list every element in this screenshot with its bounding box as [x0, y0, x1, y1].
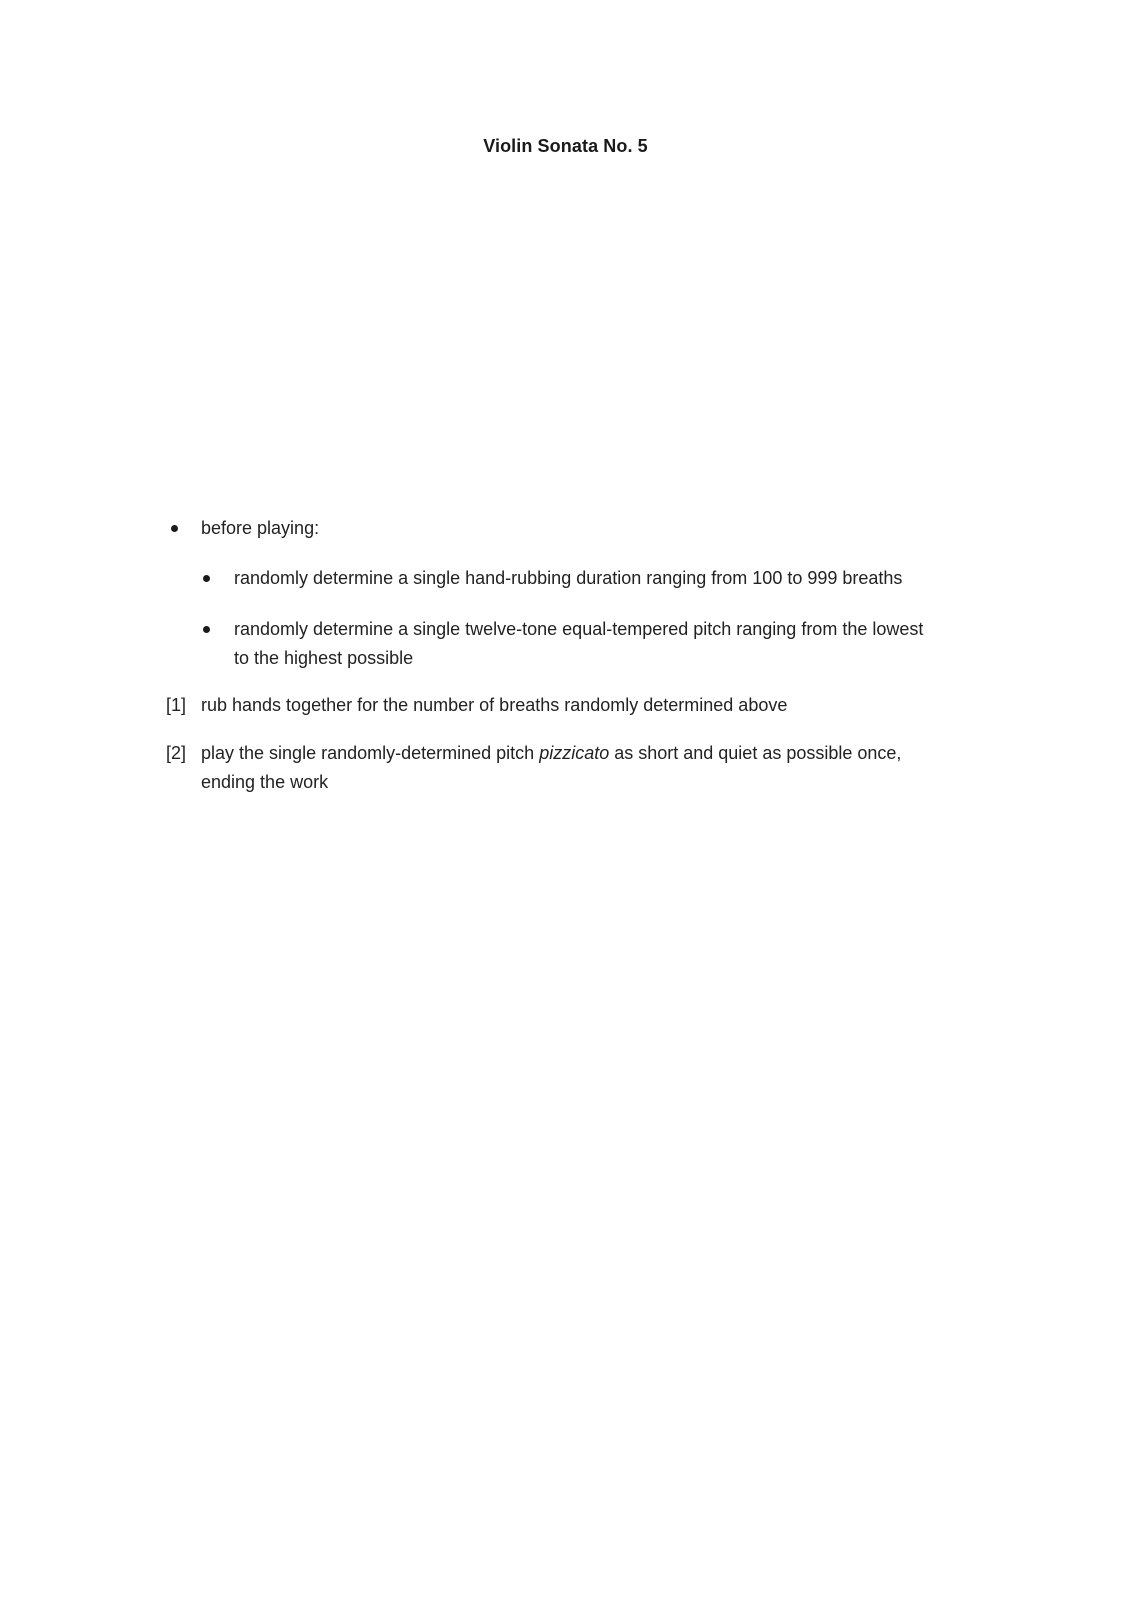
pitch-instruction-line2: to the highest possible — [234, 648, 414, 668]
duration-instruction: randomly determine a single hand-rubbing duration ranging from 100 to 999 breaths — [234, 568, 903, 588]
step-text-before: play the single randomly-determined pitch — [201, 743, 540, 763]
step-item-1 — [166, 691, 986, 721]
pitch-instruction-line1: randomly determine a single twelve-tone equal-tempered pitch ranging from the lowest — [234, 619, 924, 639]
step-text: rub hands together for the number of breaths randomly determined above — [201, 695, 788, 715]
list-item-before-playing — [168, 514, 968, 544]
step-item-2 — [166, 739, 986, 799]
bullet-icon — [203, 575, 210, 582]
bullet-icon — [171, 525, 178, 532]
step-text-after: as short and quiet as possible once, — [609, 743, 902, 763]
document-title: Violin Sonata No. 5 — [483, 136, 648, 156]
sub-list-item-pitch — [200, 615, 1000, 675]
step-number: [2] — [166, 743, 187, 763]
step-text-line1 — [201, 739, 901, 768]
step-number: [1] — [166, 695, 187, 715]
sub-list-item-duration — [200, 564, 1000, 594]
before-playing-label: before playing: — [201, 518, 320, 538]
step-text-line2: ending the work — [201, 772, 329, 792]
bullet-icon — [203, 626, 210, 633]
step-text-emphasis: pizzicato — [539, 743, 610, 763]
